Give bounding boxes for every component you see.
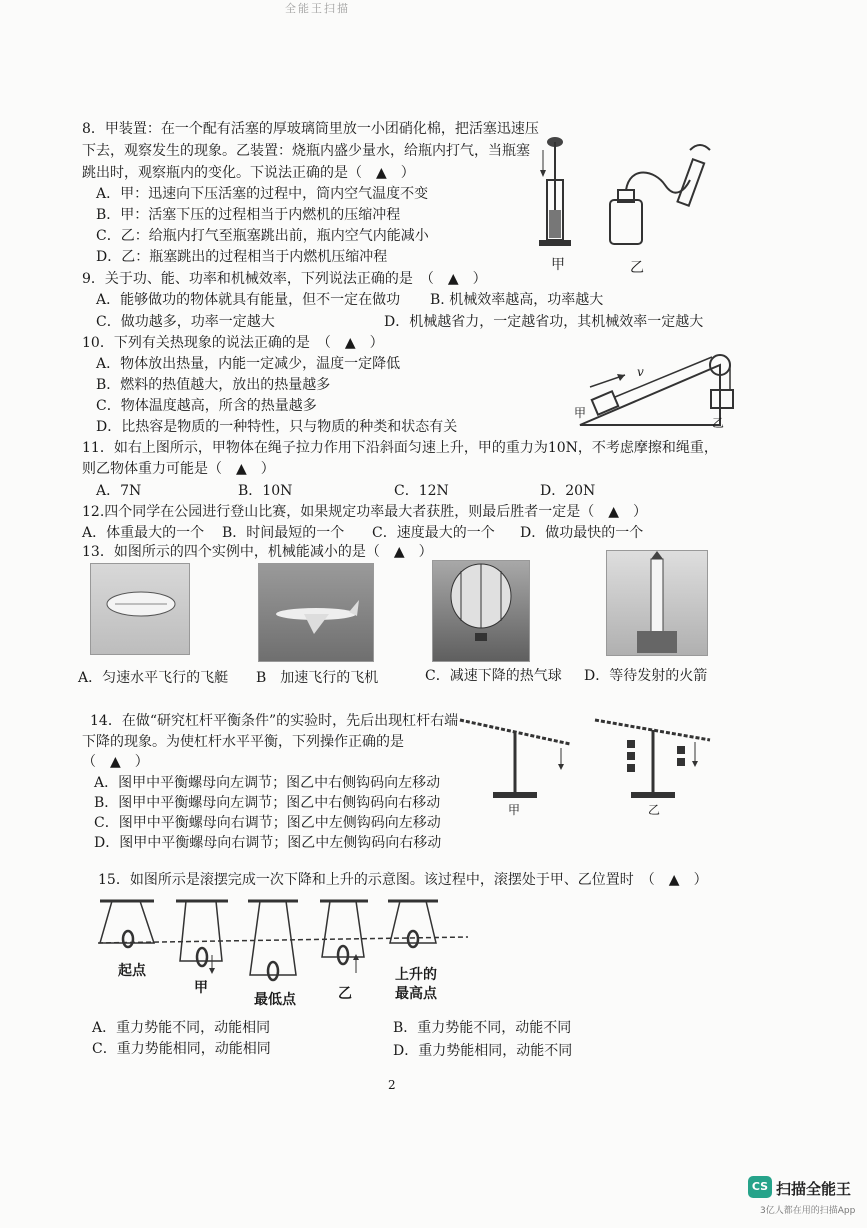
watermark-tagline: 3亿人都在用的扫描App <box>760 1206 856 1216</box>
q14-option-b: B．图甲中平衡螺母向左调节；图乙中右侧钩码向右移动 <box>94 795 441 811</box>
q15-label-yi: 乙 <box>338 986 352 1002</box>
q11-option-d: D．20N <box>540 483 596 499</box>
q10-fig-label-yi: 乙 <box>712 416 725 430</box>
q10-option-c: C．物体温度越高，所含的热量越多 <box>96 398 317 414</box>
q8-line3: 跳出时，观察瓶内的变化。下说法正确的是（ ▲ ） <box>82 165 415 181</box>
q14-fig-label-yi: 乙 <box>648 803 661 817</box>
q12-option-a: A．体重最大的一个 <box>82 525 205 541</box>
q12-option-b: B．时间最短的一个 <box>222 525 345 541</box>
q11-option-b: B．10N <box>238 483 293 499</box>
q14-option-d: D．图甲中平衡螺母向右调节；图乙中左侧钩码向右移动 <box>94 835 442 851</box>
q13-option-d: D．等待发射的火箭 <box>584 668 708 684</box>
q8-line2: 下去，观察发生的现象。乙装置：烧瓶内盛少量水，给瓶内打气，当瓶塞 <box>82 143 530 159</box>
header-fragment: 全能王扫描 <box>285 2 350 15</box>
q14-line3: （ ▲ ） <box>82 754 149 770</box>
q14-lever-figure <box>455 712 730 812</box>
q12-stem: 12.四个同学在公园进行登山比赛，如果规定功率最大者获胜，则最后胜者一定是（ ▲ ） <box>82 504 648 520</box>
q15-label-jia: 甲 <box>194 980 208 996</box>
q15-stem: 15．如图所示是滚摆完成一次下降和上升的示意图。该过程中，滚摆处于甲、乙位置时 （ ▲ ） <box>98 872 708 888</box>
q14-line2: 下降的现象。为使杠杆水平平衡，下列操作正确的是 <box>82 734 404 750</box>
q15-label-lowest: 最低点 <box>254 992 296 1008</box>
q10-option-a: A．物体放出热量，内能一定减少，温度一定降低 <box>96 356 401 372</box>
q15-option-a: A．重力势能不同，动能相同 <box>92 1020 271 1036</box>
q8-line1: 8．甲装置：在一个配有活塞的厚玻璃筒里放一小团硝化棉，把活塞迅速压 <box>82 121 539 137</box>
q8-option-c: C．乙：给瓶内打气至瓶塞跳出前，瓶内空气内能减小 <box>96 228 429 244</box>
q15-option-b: B．重力势能不同，动能不同 <box>393 1020 572 1036</box>
q15-option-c: C．重力势能相同，动能相同 <box>92 1041 271 1057</box>
q13-option-b: B 加速飞行的飞机 <box>256 670 379 686</box>
q11-line1: 11．如右上图所示，甲物体在绳子拉力作用下沿斜面匀速上升，甲的重力为10N，不考虑摩擦和绳重， <box>82 440 718 456</box>
camscanner-logo-icon: CS <box>748 1176 772 1198</box>
rocket-photo <box>606 550 708 656</box>
q9-option-c: C．做功越多，功率一定越大 <box>96 314 275 330</box>
q15-label-start: 起点 <box>118 963 146 979</box>
airplane-photo <box>258 563 374 662</box>
q15-option-d: D．重力势能相同，动能不同 <box>393 1043 573 1059</box>
q9-option-d: D．机械越省力，一定越省功，其机械效率一定越大 <box>384 314 704 330</box>
q14-option-a: A．图甲中平衡螺母向左调节；图乙中右侧钩码向左移动 <box>94 775 441 791</box>
q10-fig-label-jia: 甲 <box>574 406 587 420</box>
q8-option-d: D．乙：瓶塞跳出的过程相当于内燃机压缩冲程 <box>96 249 388 265</box>
q12-option-d: D．做功最快的一个 <box>520 525 644 541</box>
q13-option-a: A．匀速水平飞行的飞艇 <box>78 670 229 686</box>
airship-photo <box>90 563 190 655</box>
q8-fig-label-yi: 乙 <box>630 260 644 276</box>
q13-stem: 13．如图所示的四个实例中，机械能减小的是（ ▲ ） <box>82 544 433 560</box>
hot-air-balloon-photo <box>432 560 530 662</box>
q14-option-c: C．图甲中平衡螺母向右调节；图乙中左侧钩码向左移动 <box>94 815 441 831</box>
q10-stem: 10．下列有关热现象的说法正确的是 （ ▲ ） <box>82 335 384 351</box>
q15-label-rising: 上升的 <box>395 967 437 983</box>
watermark-brand: 扫描全能王 <box>776 1180 852 1198</box>
q10-option-b: B．燃料的热值越大，放出的热量越多 <box>96 377 331 393</box>
q10-fig-label-v: v <box>637 365 644 379</box>
q11-option-c: C．12N <box>394 483 449 499</box>
page-number: 2 <box>388 1078 396 1092</box>
q8-fig-label-jia: 甲 <box>551 257 565 273</box>
q14-fig-label-jia: 甲 <box>508 803 521 817</box>
q9-option-a: A．能够做功的物体就具有能量，但不一定在做功 <box>96 292 401 308</box>
q14-line1: 14．在做“研究杠杆平衡条件”的实验时，先后出现杠杆右端 <box>90 713 459 729</box>
q11-option-a: A．7N <box>96 483 142 499</box>
q8-option-a: A．甲：迅速向下压活塞的过程中，筒内空气温度不变 <box>96 186 429 202</box>
q8-option-b: B．甲：活塞下压的过程相当于内燃机的压缩冲程 <box>96 207 401 223</box>
q13-option-c: C．减速下降的热气球 <box>425 668 562 684</box>
q12-option-c: C．速度最大的一个 <box>372 525 495 541</box>
q11-line2: 则乙物体重力可能是（ ▲ ） <box>82 461 275 477</box>
q9-option-b: B. 机械效率越高，功率越大 <box>430 292 604 308</box>
q15-label-highest: 最高点 <box>395 986 437 1002</box>
q10-option-d: D．比热容是物质的一种特性，只与物质的种类和状态有关 <box>96 419 458 435</box>
q9-stem: 9．关于功、能、功率和机械效率，下列说法正确的是 （ ▲ ） <box>82 271 487 287</box>
